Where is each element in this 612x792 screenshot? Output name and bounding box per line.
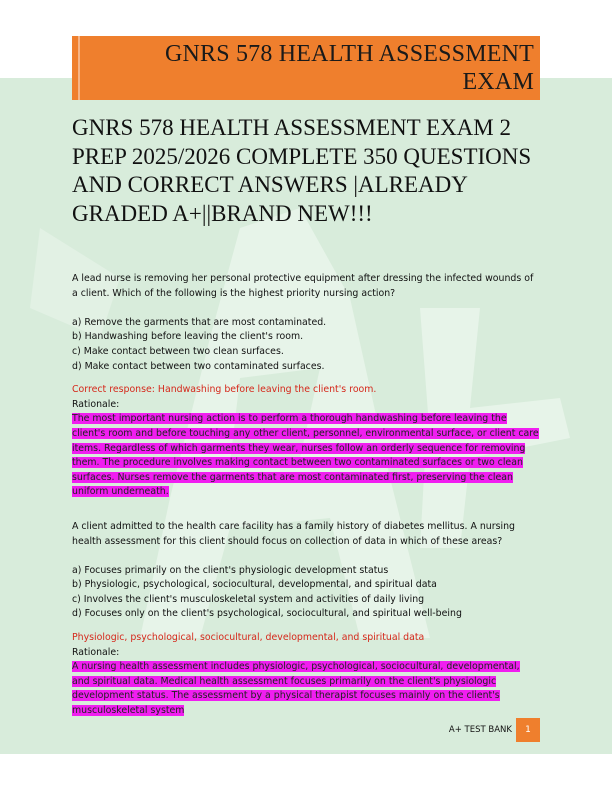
answer-option: d) Focuses only on the client's psychological, sociocultural, and spiritual well-being (72, 608, 462, 620)
header-title: GNRS 578 HEALTH ASSESSMENT EXAM (164, 41, 534, 95)
answer-option: a) Remove the garments that are most contaminated. (72, 316, 327, 328)
document-title: GNRS 578 HEALTH ASSESSMENT EXAM 2 PREP 2025/2026 COMPLETE 350 QUESTIONS AND CORRECT ANSWERS |ALREADY GRADED A+||BRAND NEW!!! (72, 115, 532, 226)
answer-option: d) Make contact between two contaminated surfaces. (72, 360, 325, 372)
question-content (72, 272, 540, 719)
question-block (72, 272, 540, 500)
rationale-text (72, 412, 540, 500)
question-text: A lead nurse is removing her personal protective equipment after dressing the infected wounds of a client. Which of the following is the highest priority nursing action? (72, 273, 534, 299)
rationale-label: Rationale: (72, 646, 120, 658)
answer-option: a) Focuses primarily on the client's physiologic development status (72, 564, 389, 576)
header-accent-stripe (78, 36, 80, 100)
question-block (72, 520, 540, 719)
rationale-label: Rationale: (72, 398, 120, 410)
answer-option: b) Physiologic, psychological, sociocultural, developmental, and spiritual data (72, 579, 437, 591)
question-text: A client admitted to the health care facility has a family history of diabetes mellitus. A nursing health assessment for this client should focus on collection of data in which of these areas? (72, 520, 515, 547)
rationale-highlight: A nursing health assessment includes physiologic, psychological, sociocultural, developmental, and spiritual data. Medical health assessment focuses primarily on the client's physiologic development status. The assessment by a physical therapist focuses mainly on the client's musculoskeletal system (72, 661, 520, 717)
rationale-highlight: The most important nursing action is to perform a thorough handwashing before leaving the client's room and before touching any other client, personnel, environmental surface, or client care items. Regardless of which garments they wear, nurses follow an orderly sequence for removing them. The procedure involves making contact between two contaminated surfaces or two clean surfaces. Nurses remove the garments that are most contaminated first, preserving the clean uniform underneath. (72, 413, 539, 498)
answer-option: c) Involves the client's musculoskeletal system and activities of daily living (72, 593, 425, 605)
answer-option: c) Make contact between two clean surfaces. (72, 345, 284, 357)
correct-answer: Physiologic, psychological, sociocultural, developmental, and spiritual data (72, 632, 425, 644)
rationale-text (72, 660, 540, 718)
spacer (72, 500, 540, 520)
footer-label: A+ TEST BANK (448, 725, 512, 735)
page-number: 1 (516, 718, 540, 742)
correct-answer: Correct response: Handwashing before leaving the client's room. (72, 384, 377, 396)
answer-option: b) Handwashing before leaving the client's room. (72, 331, 304, 343)
header-banner (72, 36, 540, 100)
